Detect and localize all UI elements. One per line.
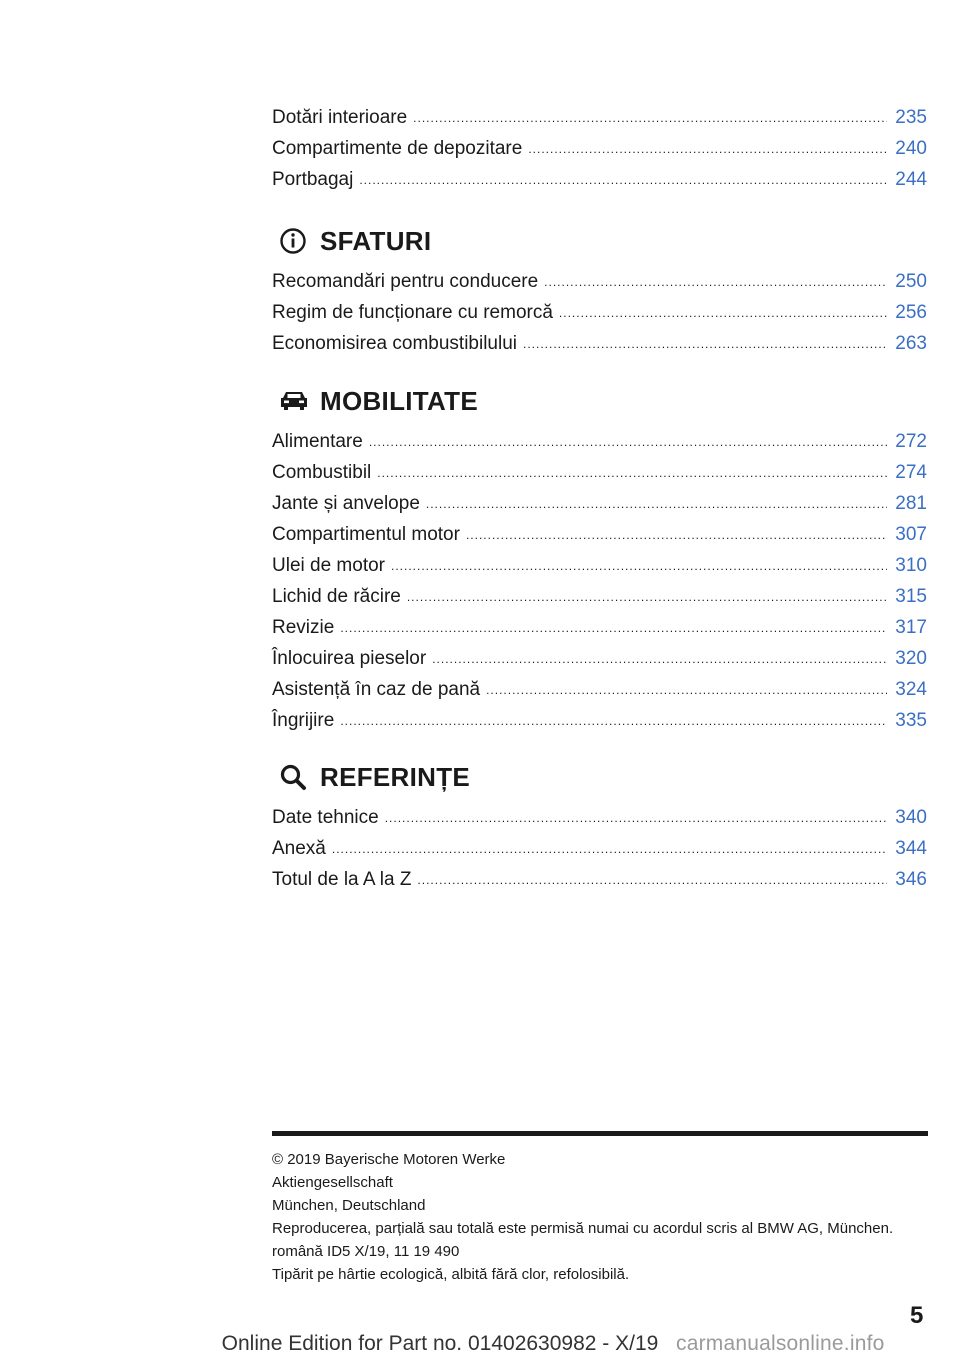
info-icon bbox=[272, 223, 314, 259]
toc-entry-page[interactable]: 307 bbox=[895, 524, 927, 545]
toc-entry-title: Combustibil bbox=[272, 462, 372, 483]
toc-entry-title: Dotări interioare bbox=[272, 107, 408, 128]
leader-dots bbox=[369, 427, 887, 458]
toc-entry-combustibil[interactable] bbox=[272, 457, 927, 488]
imprint-line: Aktiengesellschaft bbox=[272, 1174, 393, 1191]
toc-entry-page[interactable]: 315 bbox=[895, 586, 927, 607]
imprint bbox=[272, 1148, 893, 1286]
leader-dots bbox=[391, 551, 887, 582]
toc-entry-anexa[interactable] bbox=[272, 833, 927, 864]
imprint-line: Reproducerea, parțială sau totală este permisă numai cu acordul scris al BMW AG, München. bbox=[272, 1220, 894, 1237]
leader-dots bbox=[407, 582, 887, 613]
leader-dots bbox=[486, 675, 887, 706]
toc-entry-title: Alimentare bbox=[272, 431, 363, 452]
leader-dots bbox=[523, 329, 887, 360]
toc-entry-economisirea-combustibilului[interactable] bbox=[272, 328, 927, 359]
section-mobilitate bbox=[272, 365, 927, 736]
toc-entry-title: Asistență în caz de pană bbox=[272, 679, 481, 700]
toc-entry-title: Economisirea combustibilului bbox=[272, 333, 517, 354]
toc-entry-revizie[interactable] bbox=[272, 612, 927, 643]
leader-dots bbox=[426, 489, 887, 520]
toc-entry-page[interactable]: 344 bbox=[895, 838, 927, 859]
toc-entry-page[interactable]: 256 bbox=[895, 302, 927, 323]
section-title: REFERINȚE bbox=[320, 761, 471, 792]
toc-entry-compartimentul-motor[interactable] bbox=[272, 519, 927, 550]
toc-entry-totul-de-la-a-la-z[interactable] bbox=[272, 864, 927, 895]
section-referinte bbox=[272, 741, 927, 895]
search-icon bbox=[272, 759, 314, 795]
toc-entry-title: Revizie bbox=[272, 617, 335, 638]
edition-line: Online Edition for Part no. 01402630982 - X/19 bbox=[221, 1332, 659, 1355]
toc-entry-page[interactable]: 263 bbox=[895, 333, 927, 354]
page-number: 5 bbox=[910, 1302, 924, 1329]
toc-entry-title: Anexă bbox=[272, 838, 326, 859]
toc-entry-title: Recomandări pentru conducere bbox=[272, 271, 539, 292]
toc-entry-asistenta-in-caz-de-pana[interactable] bbox=[272, 674, 927, 705]
imprint-line: © 2019 Bayerische Motoren Werke bbox=[272, 1151, 506, 1168]
car-icon bbox=[272, 383, 314, 419]
toc-entry-recomandari-pentru-conducere[interactable] bbox=[272, 266, 927, 297]
toc-entry-jante-si-anvelope[interactable] bbox=[272, 488, 927, 519]
leader-dots bbox=[544, 267, 887, 298]
leader-dots bbox=[559, 298, 887, 329]
divider-rule bbox=[272, 1131, 928, 1136]
footer bbox=[0, 1332, 960, 1356]
toc-entry-alimentare[interactable] bbox=[272, 426, 927, 457]
leader-dots bbox=[377, 458, 887, 489]
toc-entry-title: Înlocuirea pieselor bbox=[272, 648, 427, 669]
toc-entry-dotari-interioare[interactable] bbox=[272, 102, 927, 133]
section-heading bbox=[272, 223, 927, 259]
toc-entry-title: Ulei de motor bbox=[272, 555, 385, 576]
imprint-line: română ID5 X/19, 11 19 490 bbox=[272, 1243, 460, 1260]
leader-dots bbox=[528, 134, 887, 165]
toc-entry-title: Compartimentul motor bbox=[272, 524, 460, 545]
toc-entry-portbagaj[interactable] bbox=[272, 164, 927, 195]
section-title: SFATURI bbox=[320, 225, 432, 256]
watermark: carmanualsonline.info bbox=[676, 1332, 885, 1355]
toc-entry-page[interactable]: 250 bbox=[895, 271, 927, 292]
section-heading bbox=[272, 759, 927, 795]
toc-entry-page[interactable]: 244 bbox=[895, 169, 927, 190]
toc-entry-title: Regim de funcționare cu remorcă bbox=[272, 302, 553, 323]
section-heading bbox=[272, 383, 927, 419]
imprint-line: Tipărit pe hârtie ecologică, albită fără clor, refolosibilă. bbox=[272, 1266, 630, 1283]
toc-entry-title: Compartimente de depozitare bbox=[272, 138, 523, 159]
leader-dots bbox=[340, 706, 887, 737]
leader-dots bbox=[466, 520, 887, 551]
toc-entry-page[interactable]: 335 bbox=[895, 710, 927, 731]
toc-entry-title: Jante și anvelope bbox=[272, 493, 420, 514]
toc-entry-page[interactable]: 324 bbox=[895, 679, 927, 700]
toc-entry-page[interactable]: 340 bbox=[895, 807, 927, 828]
toc-entry-title: Portbagaj bbox=[272, 169, 354, 190]
toc-entry-lichid-de-racire[interactable] bbox=[272, 581, 927, 612]
toc-entry-page[interactable]: 310 bbox=[895, 555, 927, 576]
toc-entry-page[interactable]: 317 bbox=[895, 617, 927, 638]
toc-entry-page[interactable]: 281 bbox=[895, 493, 927, 514]
toc-entry-page[interactable]: 274 bbox=[895, 462, 927, 483]
toc-entry-ingrijire[interactable] bbox=[272, 705, 927, 736]
leader-dots bbox=[385, 803, 888, 834]
leader-dots bbox=[340, 613, 887, 644]
toc-entry-page[interactable]: 272 bbox=[895, 431, 927, 452]
toc-entry-page[interactable]: 235 bbox=[895, 107, 927, 128]
toc-entry-inlocuirea-pieselor[interactable] bbox=[272, 643, 927, 674]
toc-entry-page[interactable]: 240 bbox=[895, 138, 927, 159]
toc-entry-title: Date tehnice bbox=[272, 807, 379, 828]
toc-entry-title: Totul de la A la Z bbox=[272, 869, 412, 890]
toc-entry-date-tehnice[interactable] bbox=[272, 802, 927, 833]
toc-entry-ulei-de-motor[interactable] bbox=[272, 550, 927, 581]
toc-top bbox=[272, 102, 927, 195]
toc-entry-compartimente-de-depozitare[interactable] bbox=[272, 133, 927, 164]
leader-dots bbox=[332, 834, 887, 865]
imprint-line: München, Deutschland bbox=[272, 1197, 426, 1214]
leader-dots bbox=[417, 865, 887, 896]
toc-entry-title: Lichid de răcire bbox=[272, 586, 401, 607]
leader-dots bbox=[359, 165, 887, 196]
toc-entry-title: Îngrijire bbox=[272, 710, 335, 731]
toc-entry-page[interactable]: 320 bbox=[895, 648, 927, 669]
toc-entry-regim-cu-remorca[interactable] bbox=[272, 297, 927, 328]
section-sfaturi bbox=[272, 205, 927, 359]
toc-entry-page[interactable]: 346 bbox=[895, 869, 927, 890]
section-title: MOBILITATE bbox=[320, 385, 479, 416]
leader-dots bbox=[432, 644, 887, 675]
leader-dots bbox=[413, 103, 887, 134]
